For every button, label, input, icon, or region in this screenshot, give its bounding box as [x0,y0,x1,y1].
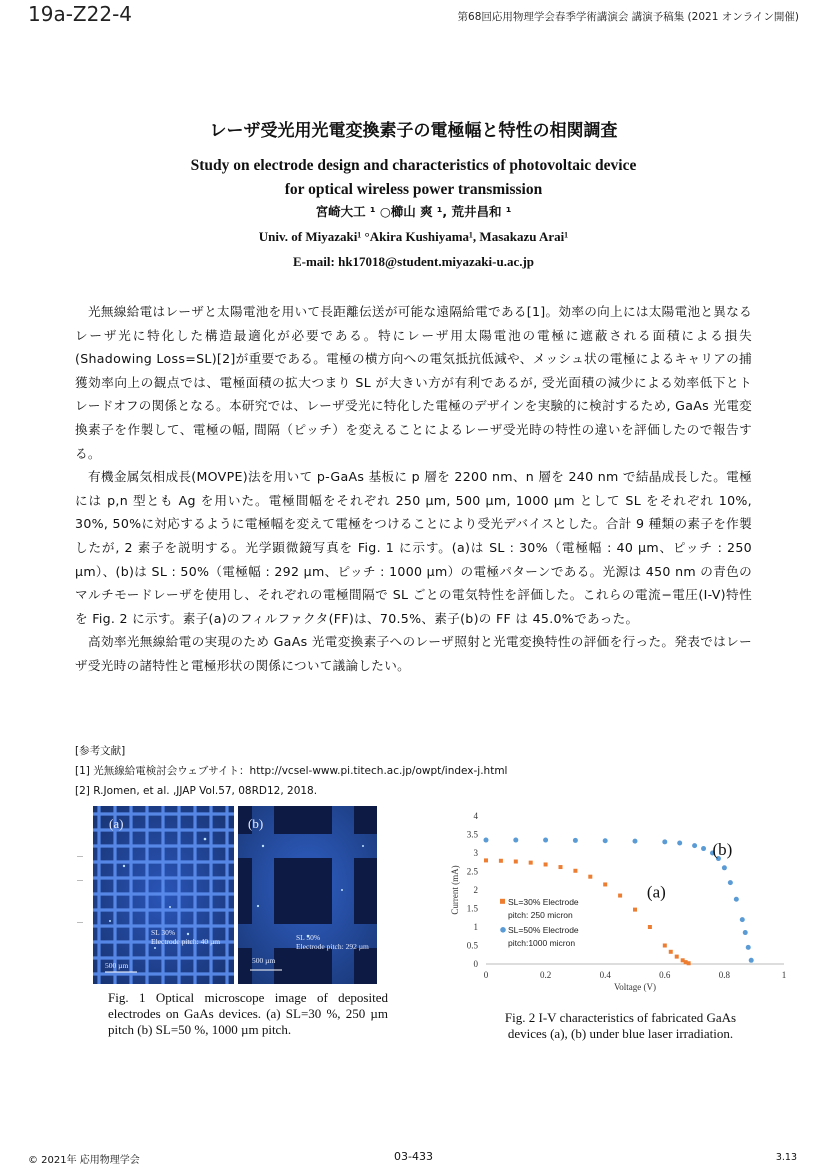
fig1-a-sl: SL 30% [151,928,176,937]
data-point-a [559,865,563,869]
conference-name: 第68回応用物理学会春季学術講演会 講演予稿集 (2021 オンライン開催) [457,11,799,23]
data-point-b [662,839,667,844]
y-tick-label: 1.5 [466,903,478,914]
y-tick-label: 3.5 [466,829,478,840]
data-point-b [692,843,697,848]
legend-entry-b: SL=50% Electrode [508,924,579,935]
y-tick-label: 3 [473,848,478,858]
x-tick-label: 0.4 [599,970,611,980]
fig1-label-b: (b) [248,816,264,831]
legend-entry-a: SL=30% Electrode [508,896,579,907]
data-point-b [543,838,548,843]
title-english-line1: Study on electrode design and characteristics of photovoltaic device [190,157,637,174]
electrode-grid-a-graphic [93,806,234,984]
authors-english: Univ. of Miyazaki¹ °Akira Kushiyama¹, Masakazu Arai¹ [258,229,569,244]
paragraph-1: 光無線給電はレーザと太陽電池を用いて長距離伝送が可能な遠隔給電である[1]。効率の向上には太陽電池と異なるレーザ光に特化した構造最適化が必要である。特にレーザ用太陽電池の電極に遮蔽される面積による損失(Shadowing Loss=SL)[2]が重要である。電極の横方向への電気抵抗低減や、メッシュ状の電極によるキャリアの捕獲効率向上の観点では、電極面積の拡大つまり SL が大きい方が有利であるが, 受光面積の減少による効率低下とトレードオフの関係となる。本研究では、レーザ受光に特化した電極のデザインを実験的に検討するため, GaAs 光電変換素子を作製して、電極の幅, 間隔（ピッチ）を変えることによるレーザ受光時の特性の違いを評価したので報告する。 [75,304,752,461]
data-point-a [663,944,667,948]
reference-2: [2] R.Jomen, et al. ,JJAP Vol.57, 08RD12, 2018. [75,785,318,797]
data-point-b [743,930,748,935]
data-point-b [722,865,727,870]
title-english-line2: for optical wireless power transmission [284,181,543,198]
legend-marker-b [500,927,506,933]
data-point-a [484,858,488,862]
margin-mark [77,922,83,923]
x-tick-label: 0.8 [718,970,731,980]
data-point-b [728,880,733,885]
references [75,741,752,801]
fig1-b-scale: 500 µm [252,956,276,965]
data-point-b [633,839,638,844]
data-point-b [740,917,745,922]
data-point-b [734,897,739,902]
y-tick-label: 1 [473,922,478,932]
x-tick-label: 0 [483,970,489,980]
y-tick-label: 2 [473,885,478,895]
data-point-a [648,925,652,929]
curve-annotation: (b) [712,839,733,859]
fig1-b-sl: SL 50% [296,933,321,942]
y-tick-label: 2.5 [466,866,478,877]
footer-copyright: © 2021年 応用物理学会 [28,1155,140,1166]
data-point-a [669,950,673,954]
fig1-caption: Fig. 1 Optical microscope image of deposited electrodes on GaAs devices. (a) SL=30 %, 250 µm pitch (b) SL=50 %, 1000 µm pitch. [108,990,388,1037]
data-point-a [603,882,607,886]
data-point-a [633,908,637,912]
data-point-b [603,838,608,843]
data-point-a [544,862,548,866]
fig1-a-pitch: Electrode pitch: 40 µm [151,937,221,946]
fig1-a-scale: 500 µm [105,961,129,970]
data-point-b [513,838,518,843]
data-point-a [529,861,533,865]
curve-annotation: (a) [646,882,666,902]
micrograph-b [238,806,377,984]
y-tick-label: 0 [473,959,478,969]
x-tick-label: 0.6 [659,970,671,980]
session-code: 19a-Z22-4 [28,2,133,26]
data-point-b [749,958,754,963]
paragraph-2: 有機金属気相成長(MOVPE)法を用いて p-GaAs 基板に p 層を 2200 nm、n 層を 240 nm で結晶成長した。電極には p,n 型とも Ag を用いた。電極間幅をそれぞれ 250 µm, 500 µm, 1000 µm として SL をそれぞれ 10%, 30%, 50%に対応するように電極幅を変えて電極をつけることにより受光デバイスとした。合計 9 種類の素子を作製したが, 2 素子を説明する。光学顕微鏡写真を Fig. 1 に示す。(a)は SL : 30%（電極幅 : 40 µm、ピッチ : 250 µm）、(b)は SL : 50%（電極幅 : 292 µm、ピッチ : 1000 µm）の電極パターンである。光源は 450 nm の青色のマルチモードレーザを使用し、それぞれの電極間隔で SL ごとの電気特性を評価した。これらの電流−電圧(I-V)特性を Fig. 2 に示す。素子(a)のフィルファクタ(FF)は、70.5%、素子(b)の FF は 45.0%であった。 [75,469,752,626]
authors-japanese: 宮崎大工 ¹ ○櫛山 爽 ¹, 荒井昌和 ¹ [315,204,512,219]
x-tick-label: 1 [781,970,787,980]
data-point-b [484,838,489,843]
iv-chart [440,806,810,1006]
data-point-a [514,860,518,864]
author-email: E-mail: hk17018@student.miyazaki-u.ac.jp [292,254,535,269]
title-english [0,154,827,202]
y-tick-label: 4 [473,811,478,821]
data-point-a [675,955,679,959]
data-point-a [588,875,592,879]
legend-marker-a [500,899,505,904]
margin-mark [77,880,83,881]
data-point-b [746,945,751,950]
title-japanese: レーザ受光用光電変換素子の電極幅と特性の相関調査 [209,121,618,141]
data-point-b [677,841,682,846]
data-point-a [573,869,577,873]
legend-entry-a-line2: pitch: 250 micron [508,909,573,920]
reference-1: [1] 光無線給電検討会ウェブサイト：http://vcsel-www.pi.titech.ac.jp/owpt/index-j.html [75,765,508,777]
references-heading: [参考文献] [75,745,126,757]
footer-page-number: 03-433 [394,1150,433,1163]
x-axis-label: Voltage (V) [613,982,657,992]
x-tick-label: 0.2 [539,970,552,980]
data-point-a [687,961,691,965]
fig2-caption: Fig. 2 I-V characteristics of fabricated GaAs devices (a), (b) under blue laser irradiation. [504,1010,737,1041]
data-point-b [701,846,706,851]
y-tick-label: 0.5 [466,940,478,951]
fig1-label-a: (a) [109,816,124,831]
margin-mark [77,856,83,857]
y-axis-label: Current (mA) [450,865,460,915]
data-point-a [618,894,622,898]
fig1-b-pitch: Electrode pitch: 292 µm [296,942,369,951]
abstract-body [75,300,752,678]
data-point-a [499,859,503,863]
footer-version: 3.13 [775,1152,797,1163]
legend-entry-b-line2: pitch:1000 micron [508,937,576,948]
paragraph-3: 高効率光無線給電の実現のため GaAs 光電変換素子へのレーザ照射と光電変換特性の評価を行った。発表ではレーザ受光時の諸特性と電極形状の関係について議論したい。 [75,634,752,673]
micrograph-a [93,806,234,984]
data-point-b [573,838,578,843]
